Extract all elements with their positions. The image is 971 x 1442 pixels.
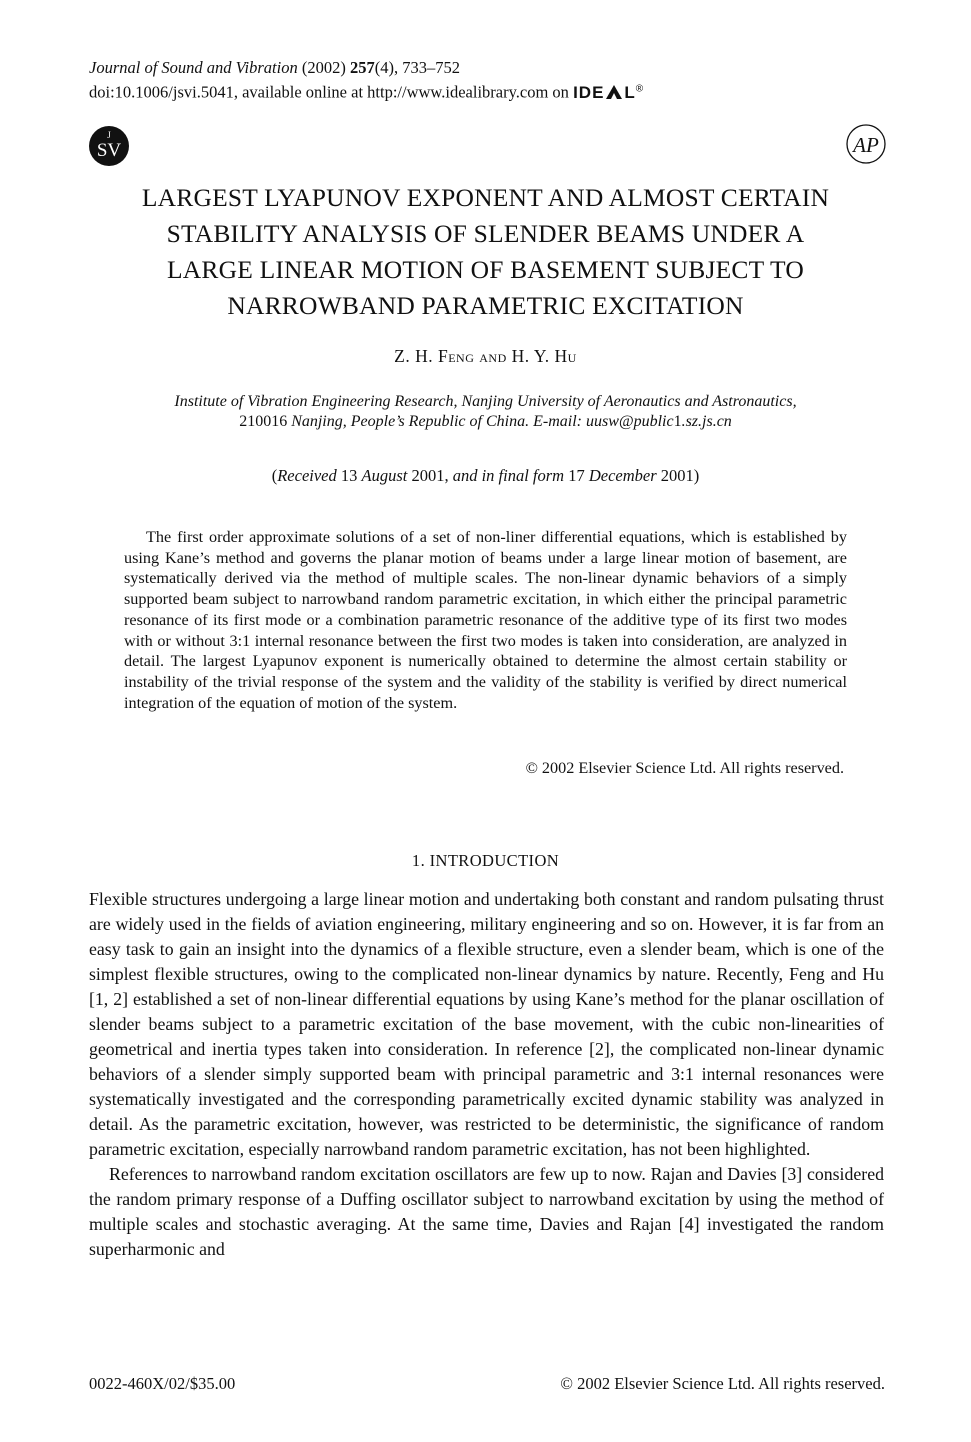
sv-logo-main: SV: [96, 140, 122, 161]
citation-line: [89, 57, 889, 78]
journal-year: (2002): [301, 58, 346, 77]
sv-logo-top: J: [107, 130, 111, 140]
title-line: LARGEST LYAPUNOV EXPONENT AND ALMOST CERTAIN: [141, 183, 830, 212]
paper-title: [60, 180, 911, 324]
author-1-surname: Feng: [437, 346, 475, 366]
ap-publisher-logo: [845, 123, 887, 165]
abstract-copyright: © 2002 Elsevier Science Ltd. All rights reserved.: [525, 759, 844, 777]
title-line: NARROWBAND PARAMETRIC EXCITATION: [227, 291, 744, 320]
received-dates: (Received 13 August 2001, and in final form 17 December 2001): [271, 466, 700, 485]
doi-text[interactable]: doi:10.1006/jsvi.5041, available online at http://www.idealibrary.com on: [89, 82, 569, 102]
footer-issn: 0022-460X/02/$35.00: [89, 1374, 236, 1393]
ideal-logo: IDE L®: [573, 82, 645, 102]
affiliation-line-2: 210016 Nanjing, People’s Republic of China. E-mail: uusw@public1.sz.js.cn: [239, 413, 732, 430]
author-line: Z. H. Feng and H. Y. Hu: [394, 346, 577, 366]
footer-copyright: © 2002 Elsevier Science Ltd. All rights reserved.: [560, 1374, 885, 1393]
doi-line: [89, 78, 889, 103]
author-2-surname: Hu: [554, 346, 577, 366]
affiliation-line-1: Institute of Vibration Engineering Research, Nanjing University of Aeronautics and Astronautics,: [174, 393, 797, 410]
ideal-arrow-icon: [604, 83, 624, 101]
journal-header: [89, 57, 889, 103]
body-text: [89, 887, 884, 1262]
journal-issue-pages: (4), 733–752: [374, 58, 460, 77]
paragraph: Flexible structures undergoing a large linear motion and undertaking both constant and random pulsating thrust are widely used in the fields of aviation engineering, military engineering and so on. However, it is far from an easy task to gain an insight into the dynamics of a flexible structure, even a slender beam, which is one of the simplest flexible structures, owing to the complicated non-linear dynamics by nature. Recently, Feng and Hu [1, 2] established a set of non-linear differential equations by using Kane’s method for the planar oscillation of slender beams subject to a parametric excitation of the base movement, with the cubic non-linearities of geometrical and inertia types taken into consideration. In reference [2], the complicated non-linear dynamic behaviors of a slender simply supported beam with principal parametric and 3:1 internal resonances were systematically investigated and the corresponding parametrically excited dynamic stability was analyzed in detail. As the parametric excitation, however, was restricted to be deterministic, the significance of random parametric excitation, especially narrowband random parametric excitation, has not been highlighted.: [89, 889, 884, 1159]
title-line: STABILITY ANALYSIS OF SLENDER BEAMS UNDER A: [166, 219, 805, 248]
section-heading: 1. INTRODUCTION: [411, 851, 560, 870]
affiliation: [60, 392, 911, 432]
abstract-text: The first order approximate solutions of a set of non-liner differential equations, which is established by using Kane’s method and governs the planar motion of beams under a large linear motion of basement, are systematically derived via the method of multiple scales. The non-linear dynamic behaviors of a simply supported beam subject to narrowband random parametric excitation, in which either the principal parametric resonance of its first mode or a combination parametric resonance of the additive type of its first two modes with or without 3:1 internal resonance between the first two modes is taken into consideration, are analyzed in detail. The largest Lyapunov exponent is numerically obtained to determine the almost certain stability or instability of the trivial response of the system and the validity of the stability is verified by direct numerical integration of the equation of motion of the system.: [124, 528, 847, 712]
sv-journal-logo: [88, 125, 130, 167]
paragraph: References to narrowband random excitation oscillators are few up to now. Rajan and Davies [3] considered the random primary response of a Duffing oscillator subject to narrowband excitation by using the method of multiple scales and stochastic averaging. At the same time, Davies and Rajan [4] investigated the random superharmonic and: [89, 1164, 884, 1259]
title-line: LARGE LINEAR MOTION OF BASEMENT SUBJECT TO: [167, 255, 804, 284]
journal-volume: 257: [349, 58, 375, 77]
journal-name: Journal of Sound and Vibration: [89, 58, 298, 77]
ap-logo-text: AP: [853, 133, 879, 157]
